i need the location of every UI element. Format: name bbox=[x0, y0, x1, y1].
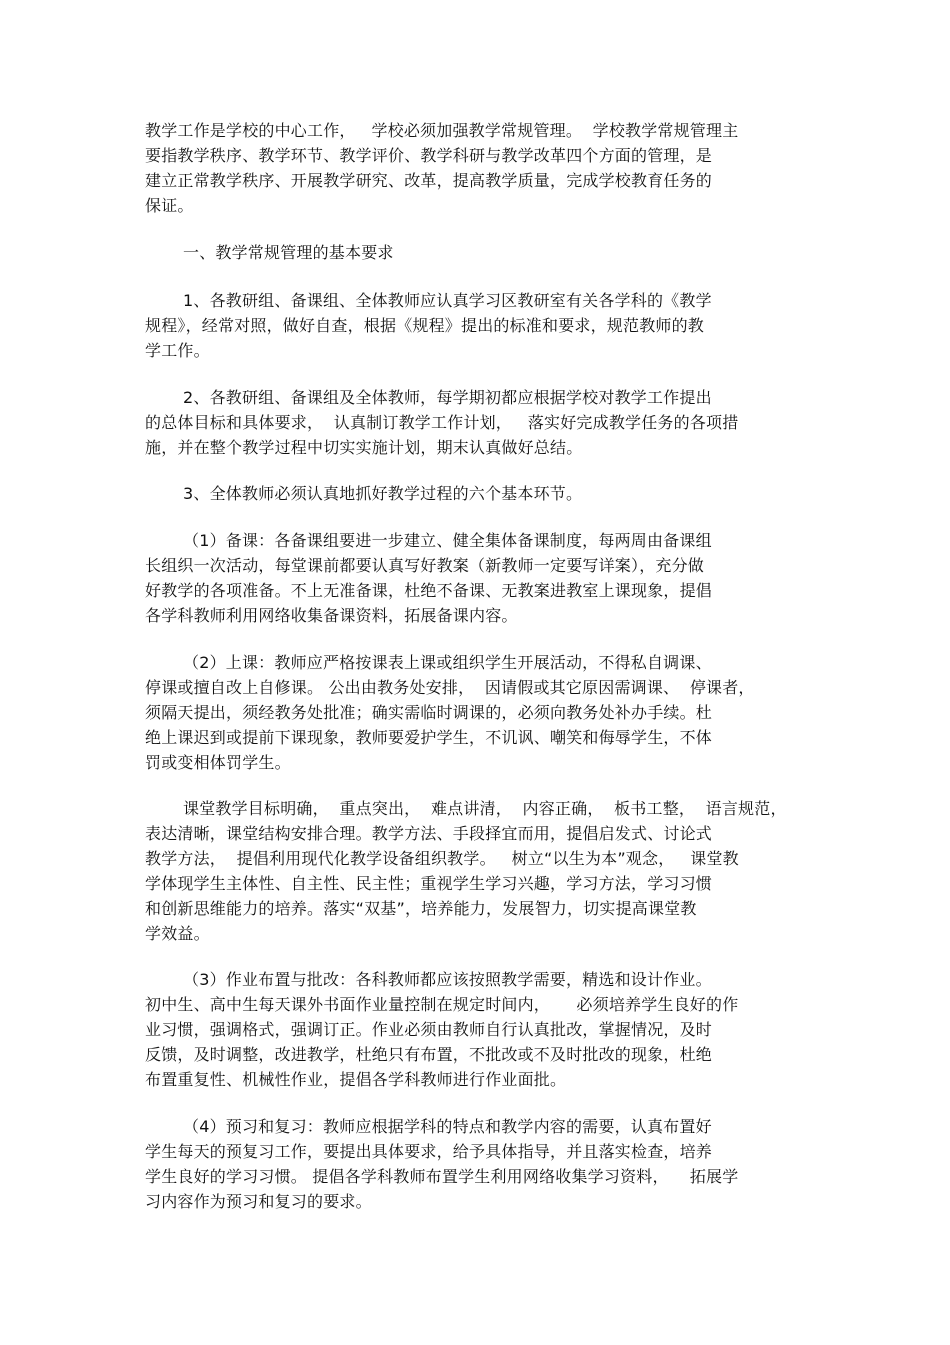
text-line: 2、各教研组、备课组及全体教师，每学期初都应根据学校对教学工作提出 bbox=[183, 388, 712, 407]
text-line: 表达清晰，课堂结构安排合理。教学方法、手段择宜而用，提倡启发式、讨论式 bbox=[145, 824, 713, 843]
text-line: 建立正常教学秩序、开展教学研究、改革，提高教学质量，完成学校教育任务的 bbox=[145, 171, 713, 190]
text-line: 业习惯，强调格式，强调订正。作业必须由教师自行认真批改，掌握情况，及时 bbox=[145, 1020, 713, 1039]
text-line: 规程》，经常对照，做好自查，根据《规程》提出的标准和要求，规范教师的教 bbox=[145, 316, 705, 335]
text-line: 学生每天的预复习工作，要提出具体要求，给予具体指导，并且落实检查，培养 bbox=[145, 1142, 713, 1161]
text-line: （1）备课：各备课组要进一步建立、健全集体备课制度，每两周由备课组 bbox=[183, 531, 712, 550]
heading-text: 一、教学常规管理的基本要求 bbox=[183, 243, 394, 262]
text-line: 绝上课迟到或提前下课现象，教师要爱护学生，不讥讽、嘲笑和侮辱学生，不体 bbox=[145, 728, 713, 747]
text-line: 罚或变相体罚学生。 bbox=[145, 753, 291, 772]
text-line: 保证。 bbox=[145, 196, 194, 215]
text-line: （3）作业布置与批改：各科教师都应该按照教学需要，精选和设计作业。 bbox=[183, 970, 712, 989]
text-line: 教学方法， 提倡利用现代化教学设备组织教学。 树立“以生为本”观念， 课堂教 bbox=[145, 849, 739, 868]
text-line: 长组织一次活动，每堂课前都要认真写好教案（新教师一定要写详案），充分做 bbox=[145, 556, 705, 575]
text-line: 施，并在整个教学过程中切实实施计划，期末认真做好总结。 bbox=[145, 438, 583, 457]
text-line: 学工作。 bbox=[145, 341, 210, 360]
text-line: （2）上课：教师应严格按课表上课或组织学生开展活动，不得私自调课、 bbox=[183, 653, 712, 672]
text-line: （4）预习和复习：教师应根据学科的特点和教学内容的需要，认真布置好 bbox=[183, 1117, 712, 1136]
text-line: 的总体目标和具体要求， 认真制订教学工作计划， 落实好完成教学任务的各项措 bbox=[145, 413, 739, 432]
text-line: 停课或擅自改上自修课。 公出由教务处安排， 因请假或其它原因需调课、 停课者， bbox=[145, 678, 755, 697]
text-line: 和创新思维能力的培养。落实“双基”，培养能力，发展智力，切实提高课堂教 bbox=[145, 899, 697, 918]
text-line: 学效益。 bbox=[145, 924, 210, 943]
text-line: 布置重复性、机械性作业，提倡各学科教师进行作业面批。 bbox=[145, 1070, 567, 1089]
text-line: 反馈，及时调整，改进教学，杜绝只有布置，不批改或不及时批改的现象，杜绝 bbox=[145, 1045, 713, 1064]
text-line: 学生良好的学习习惯。 提倡各学科教师布置学生利用网络收集学习资料， 拓展学 bbox=[145, 1167, 739, 1186]
text-line: 各学科教师利用网络收集备课资料，拓展备课内容。 bbox=[145, 606, 518, 625]
text-line: 好教学的各项准备。不上无准备课，杜绝不备课、无教案进教室上课现象，提倡 bbox=[145, 581, 713, 600]
text-line: 课堂教学目标明确， 重点突出， 难点讲清， 内容正确， 板书工整， 语言规范， bbox=[183, 799, 787, 818]
text-line: 要指教学秩序、教学环节、教学评价、教学科研与教学改革四个方面的管理，是 bbox=[145, 146, 713, 165]
text-line: 须隔天提出，须经教务处批准；确实需临时调课的，必须向教务处补办手续。杜 bbox=[145, 703, 713, 722]
text-line: 习内容作为预习和复习的要求。 bbox=[145, 1192, 372, 1211]
text-line: 初中生、高中生每天课外书面作业量控制在规定时间内， 必须培养学生良好的作 bbox=[145, 995, 739, 1014]
text-line: 教学工作是学校的中心工作， 学校必须加强教学常规管理。 学校教学常规管理主 bbox=[145, 121, 739, 140]
text-line: 3、全体教师必须认真地抓好教学过程的六个基本环节。 bbox=[183, 484, 583, 503]
text-line: 学体现学生主体性、自主性、民主性；重视学生学习兴趣，学习方法，学习习惯 bbox=[145, 874, 713, 893]
text-line: 1、各教研组、备课组、全体教师应认真学习区教研室有关各学科的《教学 bbox=[183, 291, 712, 310]
